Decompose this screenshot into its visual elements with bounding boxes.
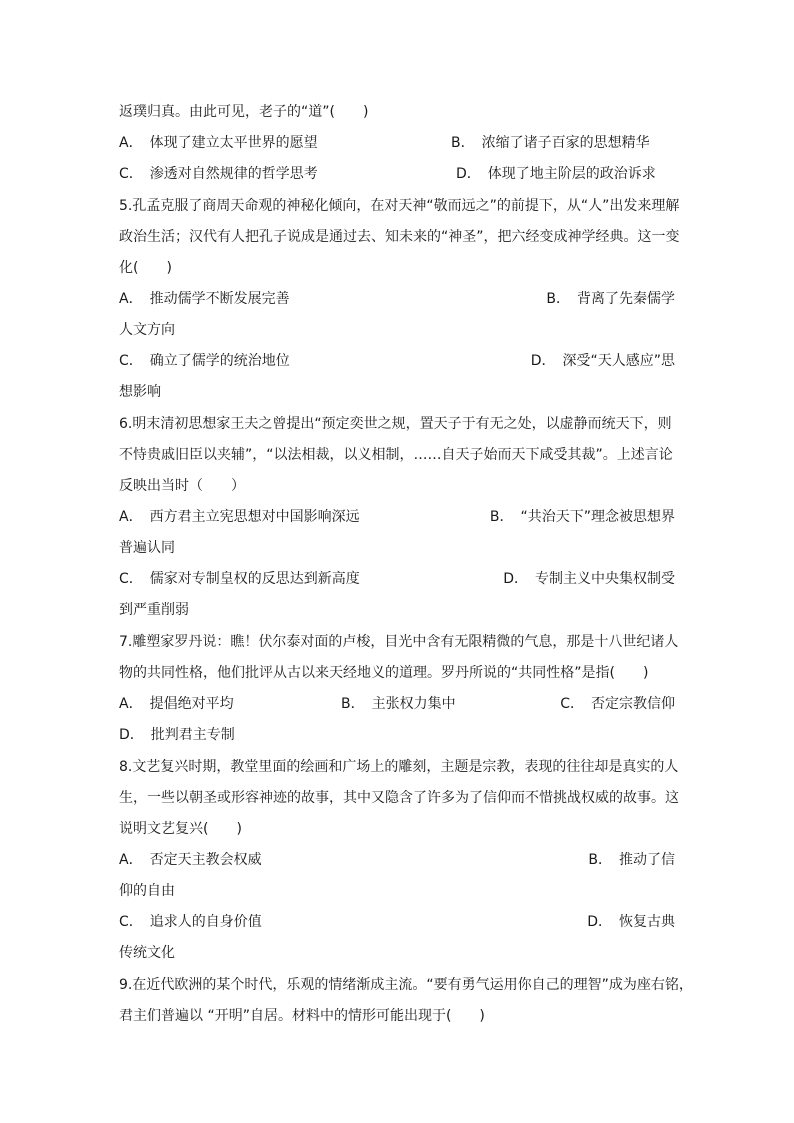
- q8-stem-line-1: 8.文艺复兴时期，教堂里面的绘画和广场上的雕刻，主题是宗教，表现的往往却是真实的人: [119, 759, 679, 775]
- q5-option-a[interactable]: A． 推动儒学不断发展完善: [119, 291, 290, 307]
- q7-option-a[interactable]: A． 提倡绝对平均: [119, 696, 234, 712]
- q7-options-row-1: [119, 692, 675, 716]
- q7-stem-line-2: 物的共同性格，他们批评从古以来天经地义的道理。罗丹所说的“共同性格”是指( ): [119, 665, 649, 681]
- q4-option-a[interactable]: A． 体现了建立太平世界的愿望: [119, 135, 318, 151]
- q8-stem-line-2: 生，一些以朝圣或形容神迹的故事，其中又隐含了许多为了信仰而不惜挑战权威的故事。这: [119, 790, 679, 806]
- q4-stem-end: 返璞归真。由此可见，老子的“道”( ): [119, 104, 369, 120]
- q5-option-b-wrap: 人文方向: [119, 322, 175, 338]
- q7-options-row-2: [119, 723, 675, 747]
- q4-option-d[interactable]: D． 体现了地主阶层的政治诉求: [456, 166, 656, 182]
- q5-stem-line-1: 5.孔孟克服了商周天命观的神秘化倾向，在对天神“敬而远之”的前提下，从“人”出发来理解: [119, 198, 680, 214]
- q5-options-row-1: [119, 287, 675, 311]
- q8-option-d-wrap: 传统文化: [119, 945, 175, 961]
- q9-stem-line-1: 9.在近代欧洲的某个时代，乐观的情绪渐成主流。“要有勇气运用你自己的理智”成为座右铭，: [119, 977, 693, 993]
- q4-options-row-1: [119, 131, 675, 155]
- q4-option-b[interactable]: B． 浓缩了诸子百家的思想精华: [451, 135, 650, 151]
- q6-option-b-wrap: 普遍认同: [119, 540, 175, 556]
- q5-options-row-2: [119, 349, 675, 373]
- q6-stem-line-1: 6.明末清初思想家王夫之曾提出“预定奕世之规，置天子于有无之处，以虚静而统天下，则: [119, 416, 672, 432]
- q8-option-b[interactable]: B． 推动了信: [588, 852, 675, 868]
- q4-options-row-2: [119, 162, 675, 186]
- q6-options-row-1: [119, 505, 675, 529]
- q8-option-d[interactable]: D． 恢复古典: [587, 914, 675, 930]
- q5-option-d[interactable]: D． 深受“天人感应”思: [530, 353, 675, 369]
- q6-stem-line-3: 反映出当时（ ）: [119, 478, 245, 494]
- q8-options-row-1: [119, 848, 675, 872]
- q5-option-d-wrap: 想影响: [119, 384, 161, 400]
- q5-stem-line-3: 化( ): [119, 260, 172, 276]
- q7-option-c[interactable]: C． 否定宗教信仰: [560, 696, 675, 712]
- q8-stem-line-3: 说明文艺复兴( ): [119, 821, 242, 837]
- q6-options-row-2: [119, 567, 675, 591]
- q6-option-a[interactable]: A． 西方君主立宪思想对中国影响深远: [119, 509, 360, 525]
- q8-option-b-wrap: 仰的自由: [119, 883, 175, 899]
- q8-option-c[interactable]: C． 追求人的自身价值: [119, 914, 262, 930]
- q6-option-c[interactable]: C． 儒家对专制皇权的反思达到新高度: [119, 571, 360, 587]
- q5-option-c[interactable]: C． 确立了儒学的统治地位: [119, 353, 290, 369]
- q7-stem-line-1: 7.雕塑家罗丹说：瞧！伏尔泰对面的卢梭，目光中含有无限精微的气息，那是十八世纪诸人: [119, 634, 679, 650]
- q5-option-b[interactable]: B． 背离了先秦儒学: [546, 291, 675, 307]
- q8-options-row-2: [119, 910, 675, 934]
- q8-option-a[interactable]: A． 否定天主教会权威: [119, 852, 262, 868]
- q9-stem-line-2: 君主们普遍以 “开明”自居。材料中的情形可能出现于( ): [119, 1008, 485, 1024]
- q7-option-b[interactable]: B． 主张权力集中: [341, 696, 456, 712]
- q6-option-d[interactable]: D． 专制主义中央集权制受: [503, 571, 675, 587]
- q5-stem-line-2: 政治生活；汉代有人把孔子说成是通过去、知未来的“神圣”，把六经变成神学经典。这一变: [119, 229, 680, 245]
- q6-option-d-wrap: 到严重削弱: [119, 602, 189, 618]
- q4-option-c[interactable]: C． 渗透对自然规律的哲学思考: [119, 166, 318, 182]
- q7-option-d[interactable]: D． 批判君主专制: [119, 727, 235, 743]
- q6-stem-line-2: 不恃贵戚旧臣以夹辅”，“以法相裁，以义相制，……自天子始而天下咸受其裁”。上述言论: [119, 447, 673, 463]
- q6-option-b[interactable]: B． “共治天下”理念被思想界: [489, 509, 675, 525]
